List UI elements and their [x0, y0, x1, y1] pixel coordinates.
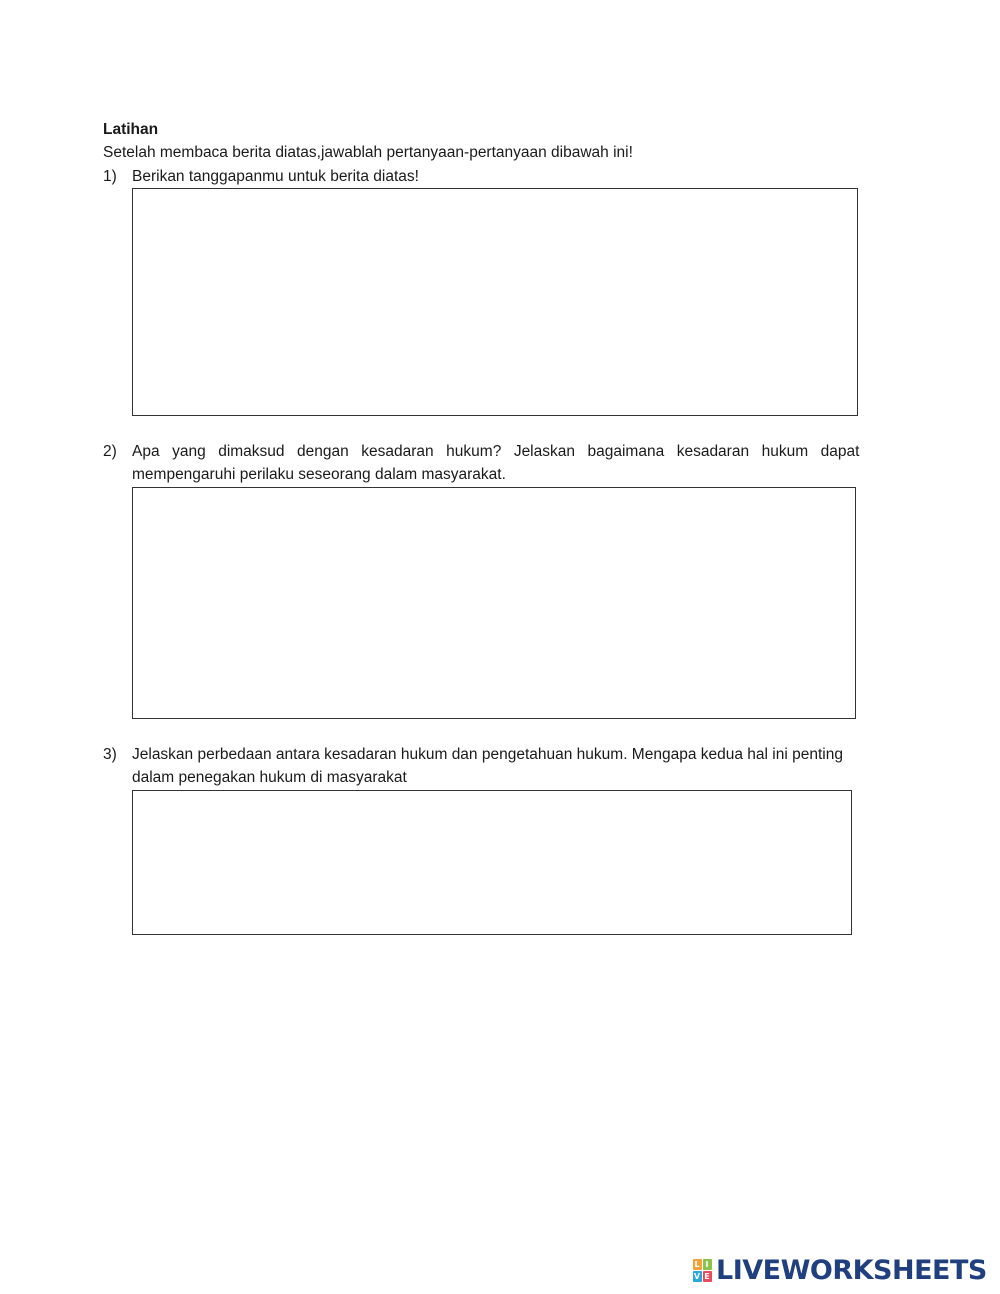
answer-box-1[interactable] [132, 188, 858, 416]
answer-box-2[interactable] [132, 487, 856, 719]
question-3-text-line-2: dalam penegakan hukum di masyarakat [132, 769, 407, 786]
logo-letter-i: I [703, 1259, 712, 1270]
logo-letter-v: V [693, 1271, 701, 1281]
logo-letter-e: E [704, 1271, 710, 1281]
logo-letter-l: L [694, 1259, 700, 1269]
liveworksheets-logo-icon [692, 1258, 712, 1282]
worksheet-instruction: Setelah membaca berita diatas,jawablah pertanyaan-pertanyaan dibawah ini! [103, 144, 633, 161]
answer-box-3[interactable] [132, 790, 852, 935]
question-3-text-line-1: Jelaskan perbedaan antara kesadaran hukum dan pengetahuan hukum. Mengapa kedua hal ini penting [132, 746, 843, 763]
question-3-number: 3) [103, 746, 117, 763]
question-2-text-line-1: Apa yang dimaksud dengan kesadaran hukum? Jelaskan bagaimana kesadaran hukum dapat [132, 443, 860, 460]
liveworksheets-logo [692, 1254, 987, 1286]
worksheet-heading: Latihan [103, 121, 159, 138]
liveworksheets-logo-text: LIVEWORKSHEETS [716, 1254, 987, 1286]
question-2-text-line-2: mempengaruhi perilaku seseorang dalam masyarakat. [132, 466, 506, 483]
question-1-text: Berikan tanggapanmu untuk berita diatas! [132, 168, 419, 185]
question-2-number: 2) [103, 443, 117, 460]
question-1-number: 1) [103, 168, 117, 185]
